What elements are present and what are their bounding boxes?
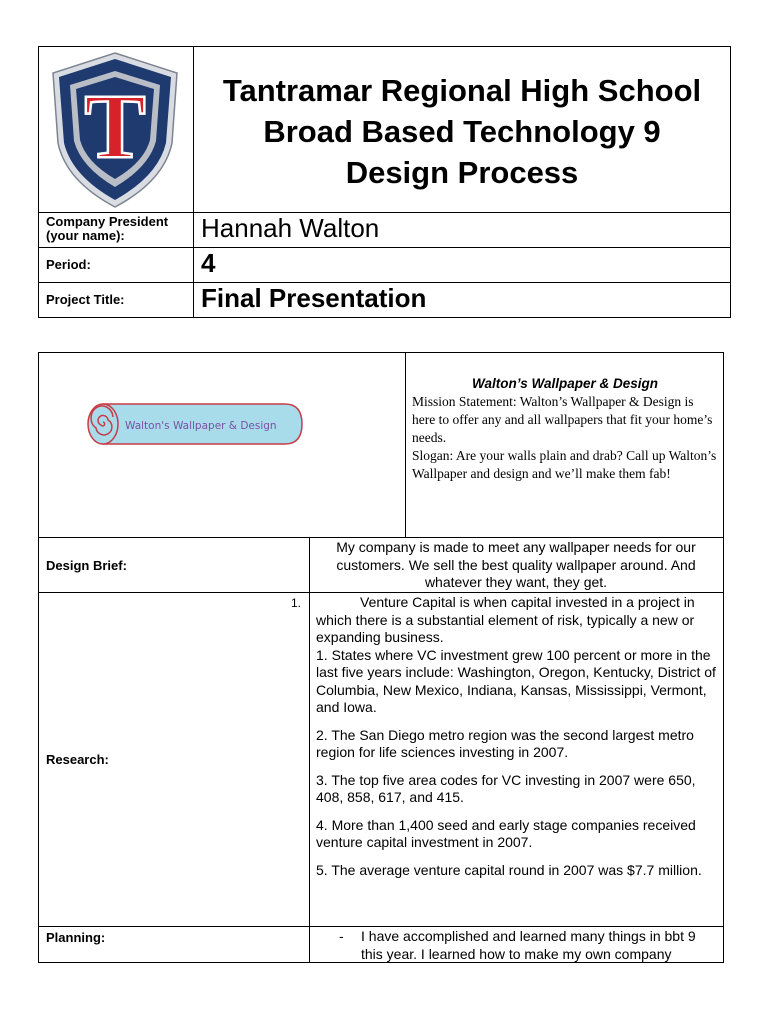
slogan: Slogan: Are your walls plain and drab? Call up Walton’s Wallpaper and design and we’ll make them fab! — [412, 448, 717, 481]
period-value: 4 — [201, 248, 216, 278]
research-fact-4: 4. More than 1,400 seed and early stage companies received venture capital investment in 2007. — [316, 816, 696, 850]
title-line-process: Design Process — [345, 155, 579, 190]
research-fact-5: 5. The average venture capital round in 2007 was $7.7 million. — [316, 861, 702, 878]
president-label-line2: (your name): — [46, 228, 125, 243]
research-fact-2: 2. The San Diego metro region was the second largest metro region for life sciences investing in 2007. — [316, 726, 694, 760]
research-fact-1: 1. States where VC investment grew 100 percent or more in the last five years include: Washington, Oregon, Kentucky, District of Columbia, New Mexico, Indiana, Kansas, Mississippi, Vermont, and Iowa. — [316, 646, 716, 715]
research-fact-3: 3. The top five area codes for VC investing in 2007 were 650, 408, 858, 617, and 415. — [316, 771, 696, 805]
research-label: Research: — [46, 752, 109, 767]
research-intro: Venture Capital is when capital invested in a project in which there is a substantial element of risk, typically a new or expanding business. — [316, 594, 695, 645]
title-line-school: Tantramar Regional High School — [222, 73, 702, 108]
planning-bullet: - — [339, 928, 344, 944]
research-number: 1. — [291, 596, 302, 610]
school-logo — [50, 51, 180, 209]
company-info — [412, 375, 718, 483]
planning-label: Planning: — [46, 930, 106, 945]
title-line-course: Broad Based Technology 9 — [263, 114, 661, 149]
roll-logo-text: Walton's Wallpaper & Design — [125, 420, 277, 432]
president-label — [46, 215, 168, 243]
president-value: Hannah Walton — [201, 213, 380, 243]
logo-letter: T — [84, 75, 146, 177]
company-name: Walton’s Wallpaper & Design — [471, 376, 659, 391]
design-brief-label: Design Brief: — [46, 558, 127, 573]
research-text — [316, 594, 718, 889]
period-label: Period: — [46, 257, 91, 272]
mission-statement: Mission Statement: Walton’s Wallpaper & Design is here to offer any and all wallpapers that fit your home’s needs. — [412, 394, 713, 445]
project-title-value: Final Presentation — [201, 283, 427, 313]
planning-text: I have accomplished and learned many things in bbt 9 this year. I learned how to make my own company — [361, 928, 696, 962]
wallpaper-roll-logo — [85, 400, 307, 448]
page-title — [195, 70, 729, 193]
design-brief-text: My company is made to meet any wallpaper needs for our customers. We sell the best quality wallpaper around. And whatever they want, they get. — [336, 539, 696, 590]
president-label-line1: Company President — [46, 214, 169, 229]
project-title-label: Project Title: — [46, 292, 125, 307]
